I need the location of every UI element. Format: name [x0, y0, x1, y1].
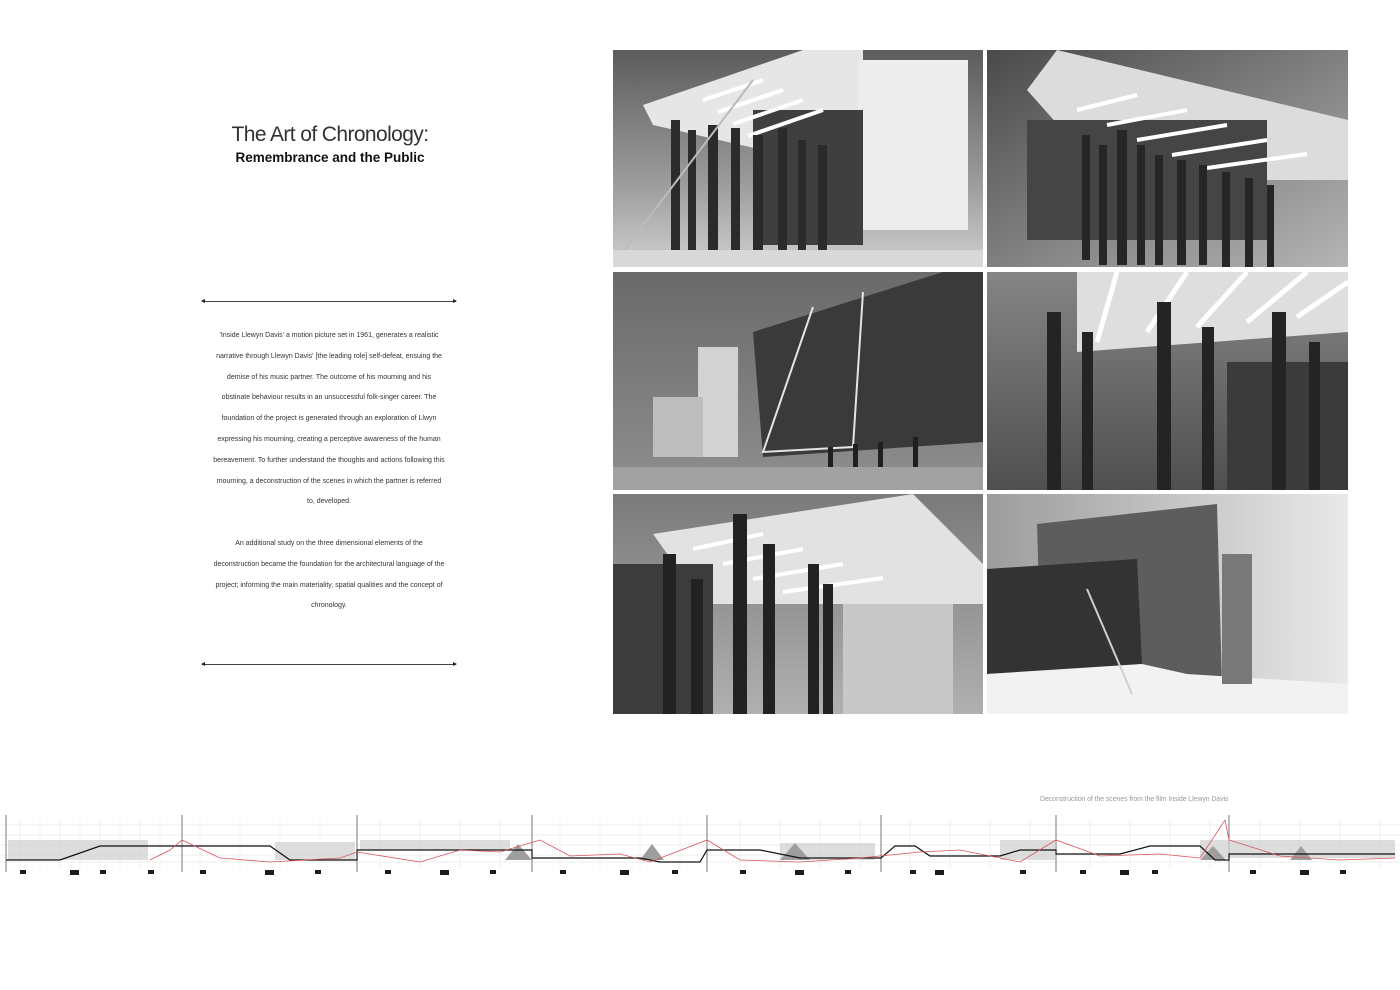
scene-deconstruction-timeline	[0, 810, 1400, 890]
photo-grid	[613, 50, 1348, 714]
photo-model-rods-under-slotted-roof	[613, 50, 983, 267]
body-paragraph-1: 'Inside Llewyn Davis' a motion picture set in 1961, generates a realistic narrative through Llewyn Davis' [the leading role] self-defeat, ensuing the demise of his music partner. The outcome of his mourning and his obstinate behaviour results in an unsuccessful folk-singer career. The foundation of the project is generated through an exploration of Llwyn expressing his mourning, creating a perceptive awareness of the human bereavement. To further understand the thoughts and actions following this mourning, a deconstruction of the scenes in which the partner is referred to, developed.	[213, 332, 445, 506]
title-block	[200, 122, 460, 167]
photo-model-concrete-wood-wall	[987, 494, 1348, 714]
photo-model-rods-closeup	[987, 272, 1348, 490]
timeline-caption: Deconstruction of the scenes from the film Inside Llewyn Davis	[1040, 796, 1229, 803]
photo-model-rod-forest-perspective	[987, 50, 1348, 267]
divider-bottom	[202, 664, 456, 665]
body-text	[212, 326, 446, 617]
page-subtitle: Remembrance and the Public	[235, 150, 425, 165]
photo-model-concrete-block-frame	[613, 272, 983, 490]
body-paragraph-2: An additional study on the three dimensional elements of the deconstruction became the foundation for the architectural language of the project; informing the main materiality, spatial qualities and the concept of chronology.	[213, 539, 445, 610]
divider-top	[202, 301, 456, 302]
photo-model-rods-low-angle	[613, 494, 983, 714]
page-title: The Art of Chronology:	[231, 123, 429, 146]
